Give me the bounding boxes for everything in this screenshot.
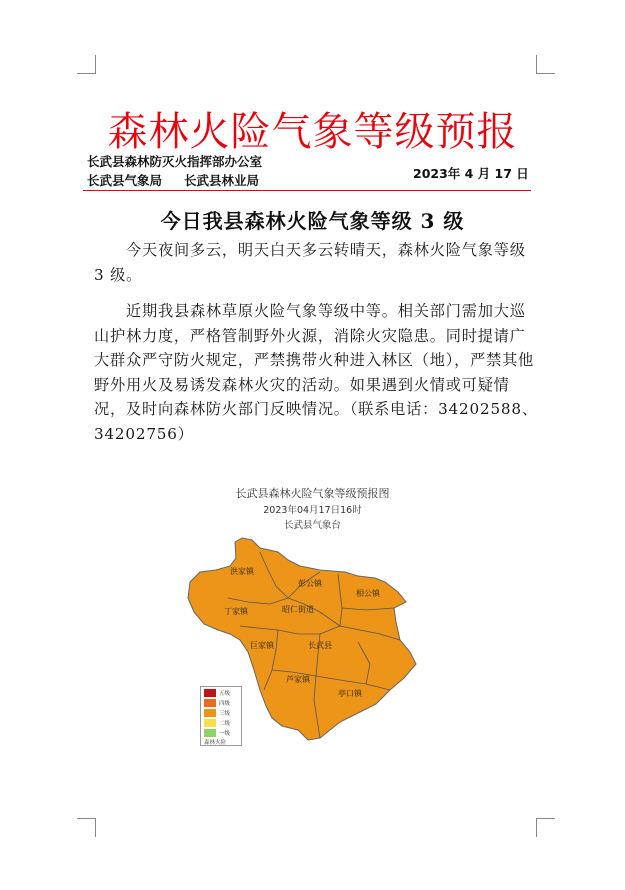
legend-item-level4 [204,698,241,707]
issue-date: 2023年 4 月 17 日 [413,166,529,181]
town-label: 昭仁街道 [282,605,314,614]
legend-label: 四级 [219,700,231,707]
issuer-meteorological-bureau: 长武县气象局 [87,173,163,188]
legend-label: 五级 [219,690,231,697]
town-label: 芦家镇 [286,675,310,684]
legend-label: 三级 [219,710,231,717]
legend-label: 一级 [219,730,231,737]
document-title: 森林火险气象等级预报 [107,109,518,155]
issuer-forestry-bureau: 长武县林业局 [184,173,260,188]
legend-swatch [204,689,216,697]
legend-item-level2 [204,718,241,727]
town-label: 丁家镇 [224,607,248,616]
legend-item-level5 [204,688,241,697]
paragraph-advisory: 近期我县森林草原火险气象等级中等。相关部门需加大巡山护林力度，严格管制野外火源，消除火灾隐患。同时提请广大群众严守防火规定，严禁携带火种进入林区（地），严禁其他野外用火及易诱发森林火灾的活动。如果遇到火情或可疑情况，及时向森林防火部门反映情况。（联系电话：34202588、34202756） [94,302,538,443]
legend-item-level3 [204,708,241,717]
legend-swatch [204,729,216,737]
town-label: 巨家镇 [250,641,274,650]
town-label: 相公镇 [356,589,380,598]
map-title: 长武县森林火险气象等级预报图 [235,487,390,500]
legend-swatch [204,719,216,727]
crop-mark-top-left [77,55,96,74]
legend-swatch [204,709,216,717]
town-label: 洪家镇 [230,567,254,576]
header-divider [83,190,531,191]
town-label: 长武县 [308,641,332,650]
legend-item-level1 [204,728,241,737]
legend-swatch [204,699,216,707]
issuing-office: 长武县森林防灭火指挥部办公室 [87,154,263,169]
town-label: 亭口镇 [338,689,362,698]
legend-footer: 森林火险 [204,740,227,746]
legend-label: 二级 [219,720,231,727]
map-legend [200,686,242,746]
paragraph-weather: 今天夜间多云，明天白天多云转晴天，森林火险气象等级 3 级。 [94,241,526,284]
crop-mark-bottom-left [77,818,96,837]
forecast-headline: 今日我县森林火险气象等级 3 级 [160,209,465,233]
co-issuers [87,171,281,189]
crop-mark-top-right [536,55,555,74]
crop-mark-bottom-right [536,818,555,837]
town-label: 彭公镇 [298,579,322,588]
map-time: 2023年04月17日16时 [263,505,362,516]
map-issuer: 长武县气象台 [283,520,341,531]
